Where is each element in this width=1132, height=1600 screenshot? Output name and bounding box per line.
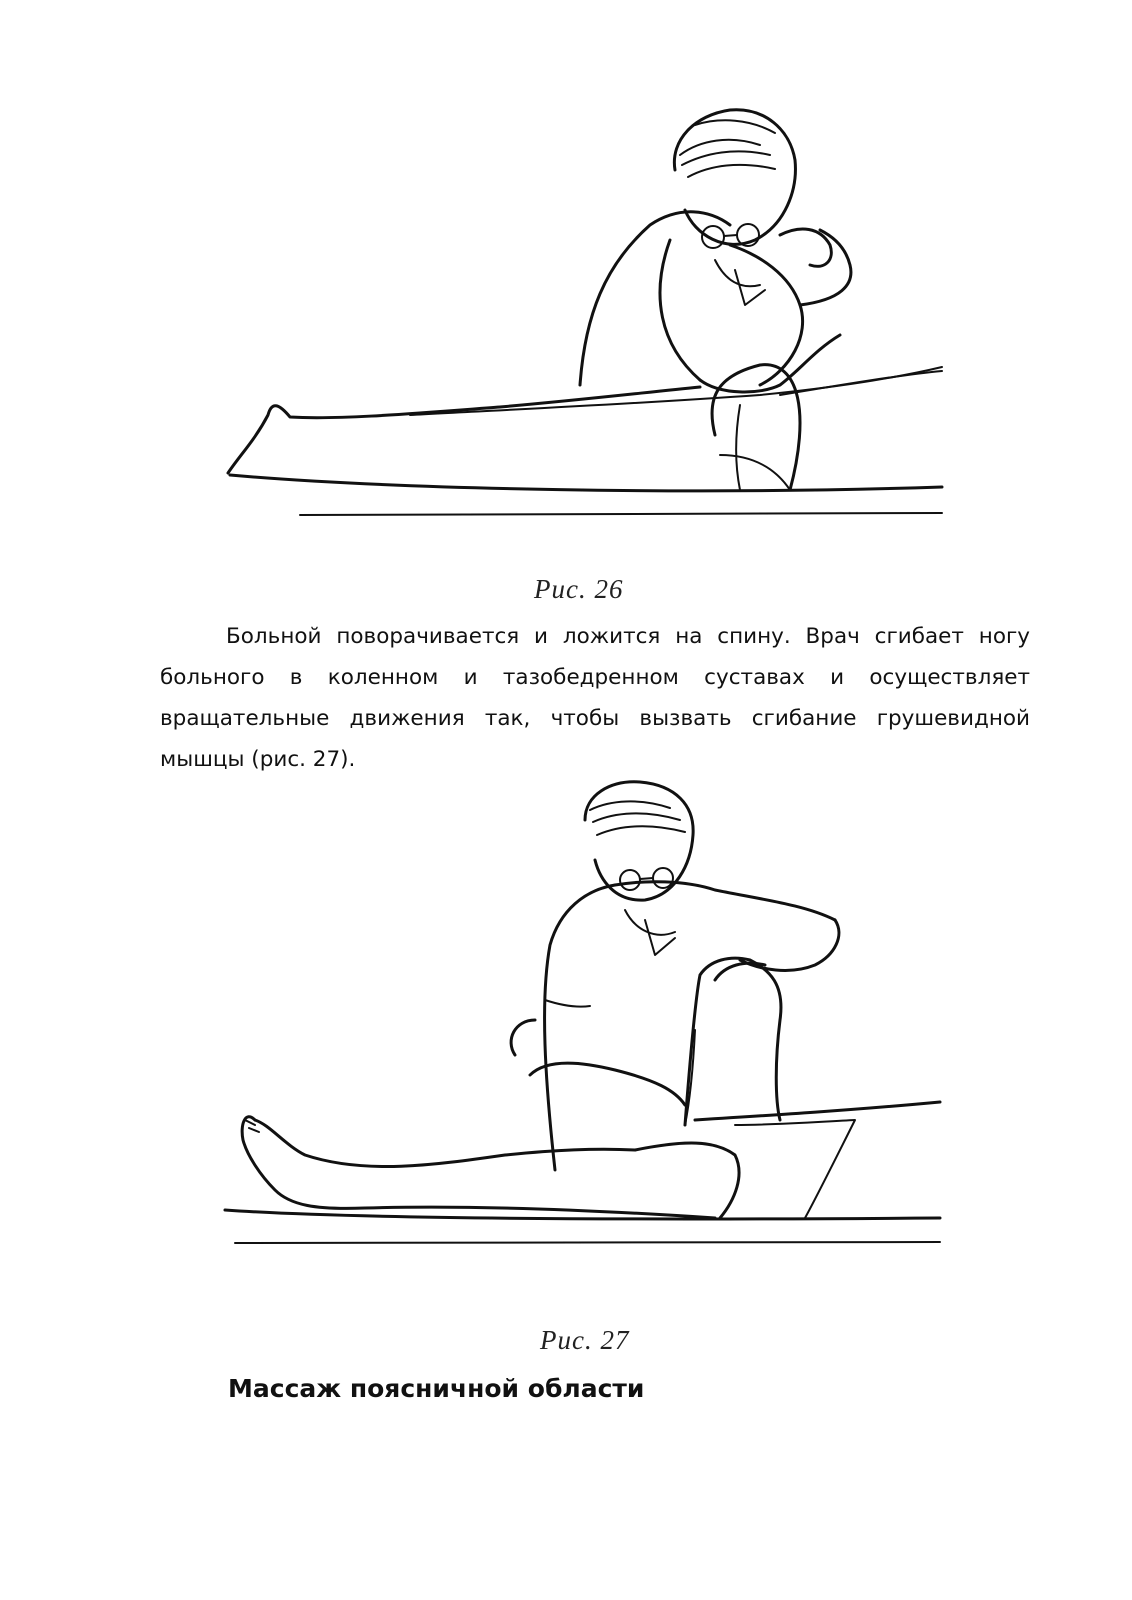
- figure-27-caption: Рис. 27: [540, 1325, 630, 1355]
- figure-27-illustration: [215, 780, 960, 1260]
- figure-26-caption: Рис. 26: [534, 574, 624, 604]
- figure-26-illustration: [200, 95, 960, 535]
- massage-prone-drawing: [200, 95, 960, 535]
- massage-supine-drawing: [215, 780, 960, 1260]
- section-heading: Массаж поясничной области: [228, 1374, 645, 1403]
- body-paragraph: Больной поворачивается и ложится на спину. Врач сгибает ногу больного в коленном и тазобедренном суставах и осуществляет вращательные движения так, чтобы вызвать сгибание грушевидной мышцы (рис. 27).: [160, 624, 1030, 772]
